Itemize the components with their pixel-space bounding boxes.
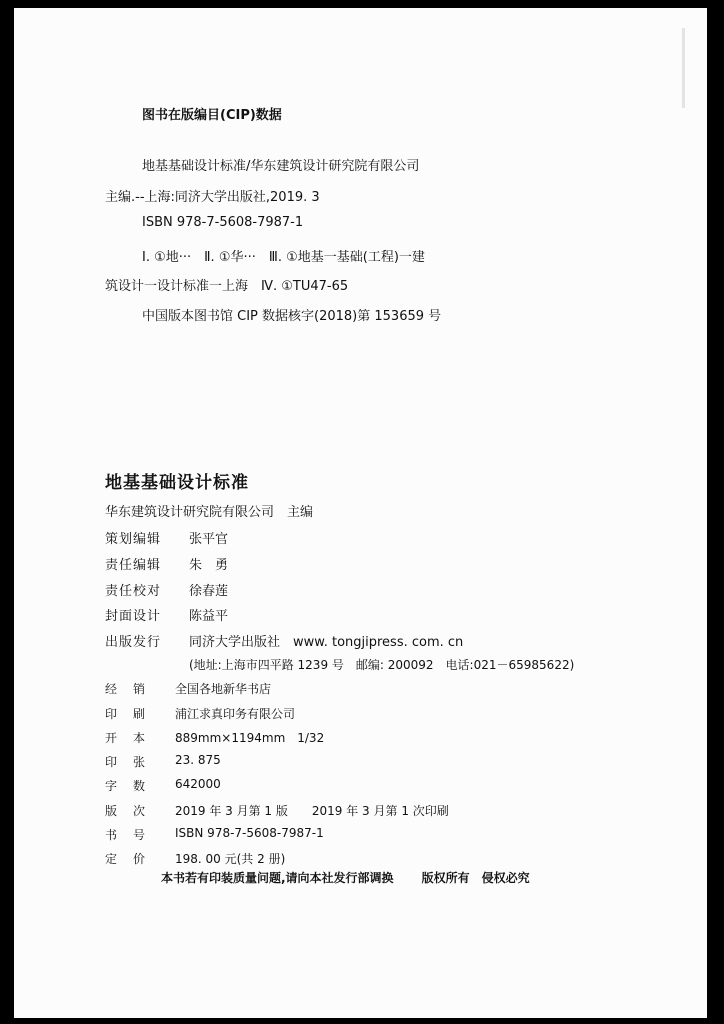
spec-key-first: 印 [105, 707, 118, 721]
cip-line-3: ISBN 978-7-5608-7987-1 [142, 215, 304, 230]
spec-key-first: 版 [105, 804, 118, 818]
spec-key-second: 数 [133, 779, 146, 793]
credit-value: 朱 勇 [189, 558, 229, 573]
credit-value: 陈益平 [189, 609, 229, 624]
spec-key-first: 印 [105, 755, 118, 769]
spec-key-second: 刷 [133, 707, 146, 721]
quality-notice: 本书若有印装质量问题,请向本社发行部调换 [161, 871, 394, 885]
footer-notice [161, 869, 530, 886]
cip-line-6: 中国版本图书馆 CIP 数据核字(2018)第 153659 号 [142, 309, 442, 324]
cip-line-5: 筑设计一设计标准一上海 Ⅳ. ①TU47-65 [105, 279, 349, 294]
spec-key-first: 书 [105, 828, 118, 842]
publisher-address: (地址:上海市四平路 1239 号 邮编: 200092 电话:021－65985622) [189, 658, 575, 672]
copyright-notice: 版权所有 侵权必究 [421, 871, 530, 885]
spec-value: 889mm×1194mm 1/32 [175, 731, 325, 745]
spec-key-second: 价 [133, 852, 146, 866]
credit-label: 责任编辑 [105, 558, 162, 573]
credit-row [105, 554, 228, 573]
scan-edge-mark [682, 28, 685, 108]
spec-key-second: 张 [133, 755, 146, 769]
spec-value: 23. 875 [175, 753, 221, 767]
spec-value: 2019 年 3 月第 1 版 2019 年 3 月第 1 次印刷 [175, 804, 449, 818]
document-page [14, 8, 707, 1018]
publisher-website: 同济大学出版社 www. tongjipress. com. cn [189, 635, 464, 650]
spec-key-first: 字 [105, 779, 118, 793]
credit-value: 张平官 [189, 532, 229, 547]
credit-label: 责任校对 [105, 584, 162, 599]
credit-row [105, 580, 228, 599]
spec-key-second: 号 [133, 828, 146, 842]
spec-value: 198. 00 元(共 2 册) [175, 852, 286, 866]
spec-key-first: 定 [105, 852, 118, 866]
editor-line: 华东建筑设计研究院有限公司 主编 [105, 505, 314, 520]
spec-key-second: 本 [133, 731, 146, 745]
spec-key-second: 次 [133, 804, 146, 818]
credit-row [105, 528, 228, 547]
credit-row [105, 631, 463, 650]
spec-value: 浦江求真印务有限公司 [175, 707, 296, 721]
spec-key-second: 销 [133, 682, 146, 696]
spec-key-first: 经 [105, 682, 118, 696]
spec-value: ISBN 978-7-5608-7987-1 [175, 826, 324, 840]
spec-value: 642000 [175, 777, 221, 791]
credit-row [105, 605, 228, 624]
book-title: 地基基础设计标准 [105, 473, 249, 493]
credit-value: 徐春莲 [189, 584, 229, 599]
credit-label: 策划编辑 [105, 532, 162, 547]
spec-key-first: 开 [105, 731, 118, 745]
credit-label: 出版发行 [105, 635, 162, 650]
spec-value: 全国各地新华书店 [175, 682, 272, 696]
cip-line-2: 主编.--上海:同济大学出版社,2019. 3 [105, 190, 320, 205]
cip-line-1: 地基基础设计标准/华东建筑设计研究院有限公司 [142, 159, 420, 174]
credit-label: 封面设计 [105, 609, 162, 624]
cip-heading: 图书在版编目(CIP)数据 [142, 108, 282, 123]
cip-line-4: Ⅰ. ①地··· Ⅱ. ①华··· Ⅲ. ①地基一基础(工程)一建 [142, 250, 425, 265]
